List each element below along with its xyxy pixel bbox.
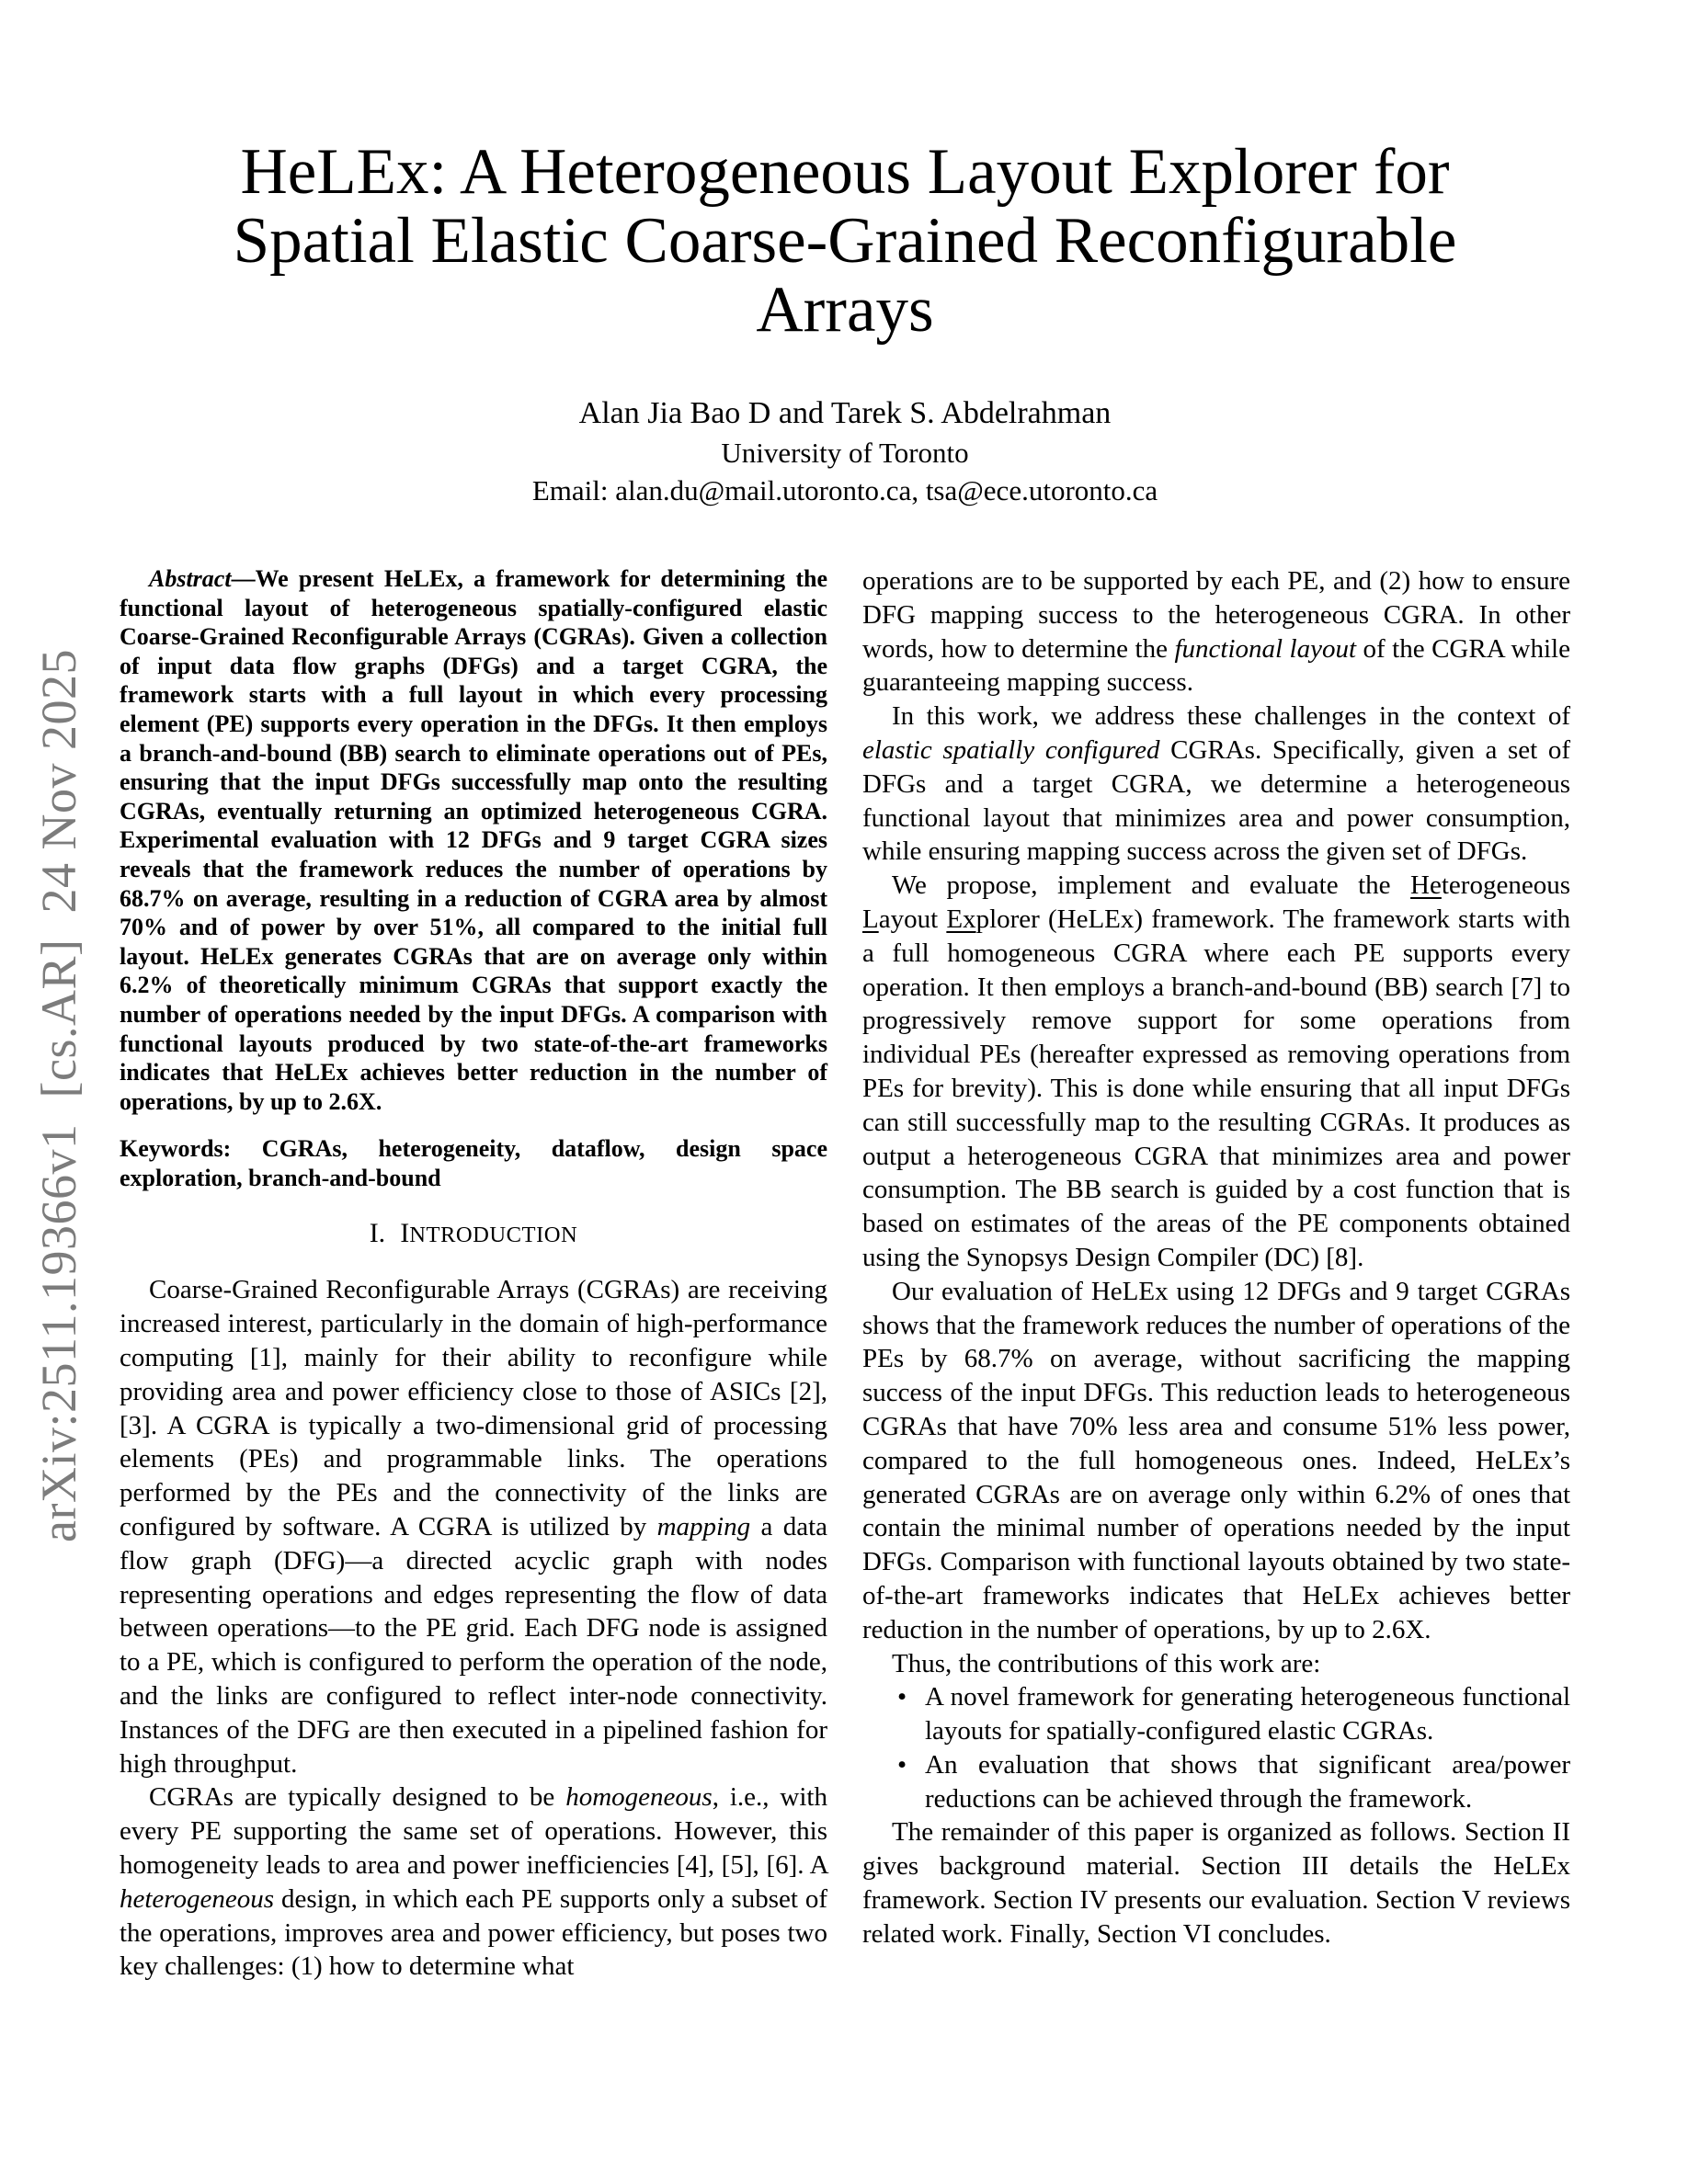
two-column-body: [120, 564, 1570, 1984]
contribution-text-2: An evaluation that shows that significant area/power reductions can be achieved through the framework.: [925, 1749, 1570, 1814]
intro-paragraph-1: Coarse-Grained Reconfigurable Arrays (CGRAs) are receiving increased interest, particularly in the domain of high-performance computing [1], mainly for their ability to reconfigure while providing area and power efficiency close to those of ASICs [2], [3]. A CGRA is typically a two-dimensional grid of processing elements (PEs) and programmable links. The operations performed by the PEs and the connectivity of the links are configured by software. A CGRA is utilized by mapping a data flow graph (DFG)—a directed acyclic graph with nodes representing operations and edges representing the flow of data between operations—to the PE grid. Each DFG node is assigned to a PE, which is configured to perform the operation of the node, and the links are configured to reflect inter-node connectivity. Instances of the DFG are then executed in a pipelined fashion for high throughput.: [120, 1275, 827, 1779]
intro-paragraph-6: Our evaluation of HeLEx using 12 DFGs and 9 target CGRAs shows that the framework reduces the number of operations of the PEs by 68.7% on average, without sacrificing the mapping success of the input DFGs. This reduction leads to heterogeneous CGRAs that have 70% less area and consume 51% less power, compared to the full homogeneous ones. Indeed, HeLEx’s generated CGRAs are on average only within 6.2% of ones that contain the minimal number of operations needed by the input DFGs. Comparison with functional layouts obtained by two state-of-the-art frameworks indicates that HeLEx achieves better reduction in the number of operations, by up to 2.6X.: [862, 1276, 1570, 1644]
section-heading-introduction: [120, 1216, 827, 1253]
affiliation-line: University of Toronto: [721, 437, 969, 469]
intro-paragraph-5: We propose, implement and evaluate the Heterogeneous Layout Explorer (HeLEx) framework. The framework starts with a full homogeneous CGRA where each PE supports every operation. It then employs a branch-and-bound (BB) search [7] to progressively remove support for some operations from individual PEs (hereafter expressed as removing operations from PEs for brevity). This is done while ensuring that all input DFGs can still successfully map to the resulting CGRAs. It produces as output a heterogeneous CGRA that minimizes area and power consumption. The BB search is guided by a cost function that is based on estimates of the areas of the PE components obtained using the Synopsys Design Compiler (DC) [8].: [862, 870, 1570, 1272]
abstract-paragraph: Abstract—We present HeLEx, a framework for determining the functional layout of heterogeneous spatially-configured elastic Coarse-Grained Reconfigurable Arrays (CGRAs). Given a collection of input data flow graphs (DFGs) and a target CGRA, the framework starts with a full layout in which every processing element (PE) supports every operation in the DFGs. It then employs a branch-and-bound (BB) search to eliminate operations out of PEs, ensuring that the input DFGs successfully map onto the resulting CGRAs, eventually returning an optimized heterogeneous CGRA. Experimental evaluation with 12 DFGs and 9 target CGRA sizes reveals that the framework reduces the number of operations by 68.7% on average, resulting in a reduction of CGRA area by almost 70% and of power by over 51%, all compared to the initial full layout. HeLEx generates CGRAs that are on average only within 6.2% of theoretically minimum CGRAs that support exactly the number of operations needed by the input DFGs. A comparison with functional layouts produced by two state-of-the-art frameworks indicates that HeLEx achieves better reduction in the number of operations, by up to 2.6X.: [120, 565, 827, 1115]
bullet-icon: •: [897, 1682, 907, 1712]
intro-paragraph-3: operations are to be supported by each PE, and (2) how to ensure DFG mapping success to the heterogeneous CGRA. In other words, how to determine the functional layout of the CGRA while guaranteeing mapping success.: [862, 566, 1570, 698]
title-line-1: HeLEx: A Heterogeneous Layout Explorer for: [240, 136, 1450, 208]
contribution-item-1: [862, 1680, 1570, 1748]
title-line-3: Arrays: [756, 274, 934, 346]
contribution-text-1: A novel framework for generating heterogeneous functional layouts for spatially-configured elastic CGRAs.: [925, 1682, 1570, 1746]
contributions-lead-paragraph: Thus, the contributions of this work are:: [892, 1648, 1321, 1678]
bullet-icon: •: [897, 1749, 907, 1780]
title-line-2: Spatial Elastic Coarse-Grained Reconfigurable: [233, 205, 1457, 277]
arxiv-watermark: arXiv:2511.19366v1 [cs.AR] 24 Nov 2025: [31, 649, 86, 1542]
author-block: [120, 392, 1570, 509]
right-column: [862, 564, 1570, 1984]
intro-paragraph-2: CGRAs are typically designed to be homogeneous, i.e., with every PE supporting the same set of operations. However, this homogeneity leads to area and power inefficiencies [4], [5], [6]. A heterogeneous design, in which each PE supports only a subset of the operations, improves area and power efficiency, but poses two key challenges: (1) how to determine what: [120, 1782, 827, 1982]
keywords-paragraph: Keywords: CGRAs, heterogeneity, dataflow, design space exploration, branch-and-bound: [120, 1135, 827, 1191]
section-number: I.: [369, 1218, 386, 1249]
section-title-rest: NTRODUCTION: [409, 1223, 578, 1248]
paper-title: [120, 138, 1570, 345]
paper-organization-paragraph: The remainder of this paper is organized as follows. Section II gives background material. Section III details the HeLEx framework. Section IV presents our evaluation. Section V reviews related work. Finally, Section VI concludes.: [862, 1817, 1570, 1949]
email-line: Email: alan.du@mail.utoronto.ca, tsa@ece.utoronto.ca: [531, 474, 1158, 506]
contributions-list: [862, 1680, 1570, 1815]
author-names: Alan Jia Bao D and Tarek S. Abdelrahman: [578, 396, 1112, 430]
intro-paragraph-4: In this work, we address these challenges in the context of elastic spatially configured CGRAs. Specifically, given a set of DFGs and a target CGRA, we determine a heterogeneous functional layout that minimizes area and power consumption, while ensuring mapping success across the given set of DFGs.: [862, 701, 1570, 867]
section-title-first-letter: I: [400, 1218, 410, 1249]
paper-content: [120, 110, 1570, 1984]
contribution-item-2: [862, 1748, 1570, 1816]
left-column: [120, 564, 827, 1984]
